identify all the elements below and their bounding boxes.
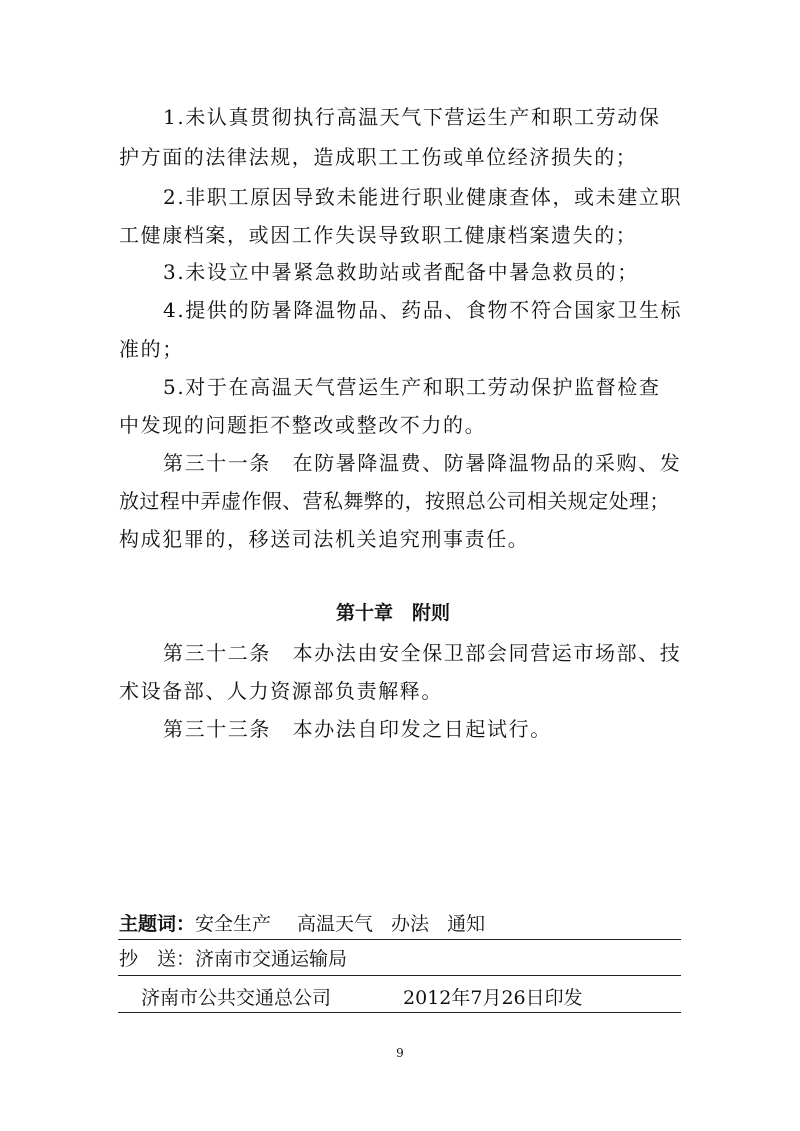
body-line-12: 构成犯罪的，移送司法机关追究刑事责任。 xyxy=(119,527,530,551)
footer-rule-bottom xyxy=(118,1012,681,1013)
subject-term: 通知 xyxy=(447,913,486,935)
footer-rule-middle xyxy=(118,975,681,976)
cc-value: 济南市交通运输局 xyxy=(195,948,348,970)
body-line-4: 工健康档案，或因工作失误导致职工健康档案遗失的； xyxy=(119,223,638,247)
subject-term: 安全生产 xyxy=(195,913,272,935)
body-line-11: 放过程中弄虚作假、营私舞弊的，按照总公司相关规定处理； xyxy=(119,489,670,513)
body-line-2: 护方面的法律法规，造成职工工伤或单位经济损失的； xyxy=(119,145,638,169)
body-line-8: 5.对于在高温天气营运生产和职工劳动保护监督检查 xyxy=(163,375,661,399)
cc-label: 抄 送： xyxy=(119,948,196,970)
issue-row xyxy=(141,985,583,1011)
body-line-5: 3.未设立中暑紧急救助站或者配备中暑急救员的； xyxy=(163,260,639,284)
body-line-1: 1.未认真贯彻执行高温天气下营运生产和职工劳动保 xyxy=(163,105,661,129)
subject-term: 高温天气 xyxy=(297,913,374,935)
issuer: 济南市公共交通总公司 xyxy=(141,987,332,1009)
chapter-heading: 第十章 附则 xyxy=(336,602,451,624)
body-line-6: 4.提供的防暑降温物品、药品、食物不符合国家卫生标 xyxy=(163,298,683,322)
subject-row xyxy=(119,911,485,937)
body-line-13: 第三十二条 本办法由安全保卫部会同营运市场部、技 xyxy=(163,641,682,665)
body-line-7: 准的； xyxy=(119,337,184,361)
body-line-3: 2.非职工原因导致未能进行职业健康查体，或未建立职 xyxy=(163,185,683,209)
subject-label: 主题词： xyxy=(119,913,196,935)
subject-term: 办法 xyxy=(391,913,430,935)
body-line-14: 术设备部、人力资源部负责解释。 xyxy=(119,679,443,703)
page-number: 9 xyxy=(396,1046,404,1060)
body-line-9: 中发现的问题拒不整改或整改不力的。 xyxy=(119,413,487,437)
issue-date: 2012年7月26日印发 xyxy=(403,987,583,1009)
body-line-15: 第三十三条 本办法自印发之日起试行。 xyxy=(163,717,552,741)
body-line-10: 第三十一条 在防暑降温费、防暑降温物品的采购、发 xyxy=(163,451,682,475)
cc-row xyxy=(119,946,347,972)
footer-rule-top xyxy=(118,939,681,940)
